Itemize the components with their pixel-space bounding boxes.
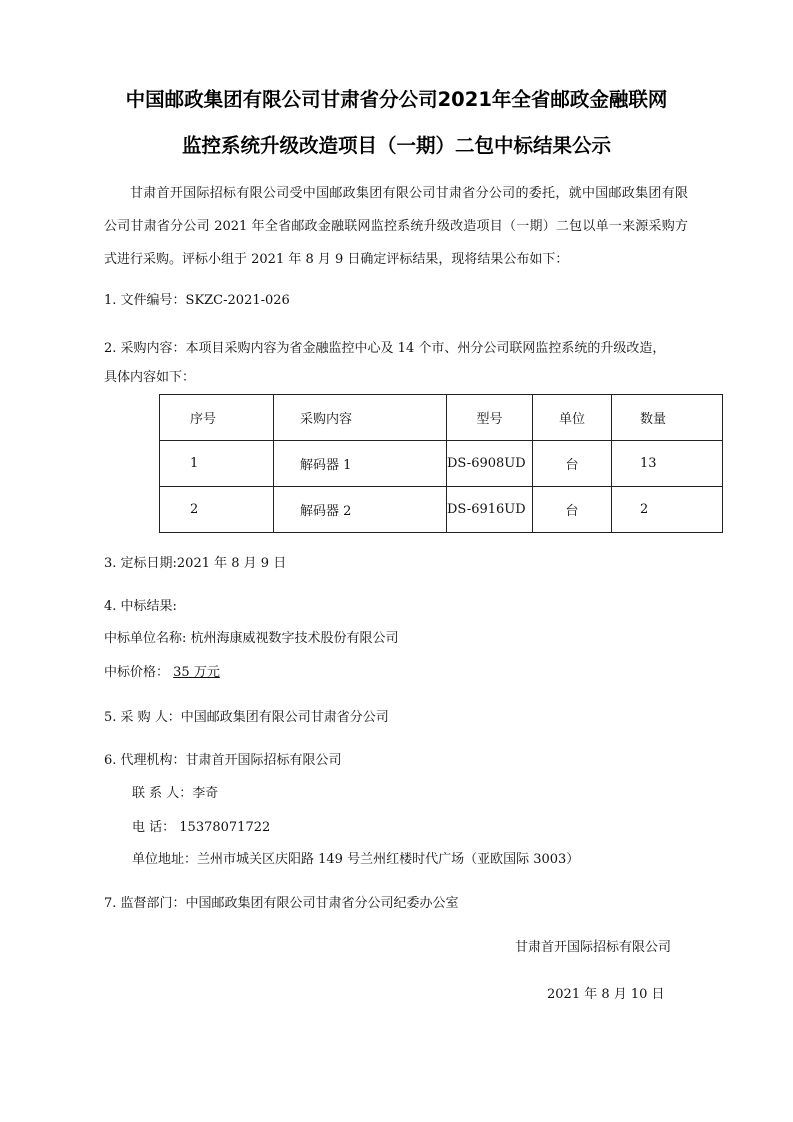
table-header-row: [160, 395, 723, 441]
cell-unit: 台: [533, 441, 612, 487]
cell-item: 解码器 2: [274, 487, 447, 533]
cell-index: 2: [160, 487, 274, 533]
result-heading: 4. 中标结果:: [104, 599, 177, 614]
winner-label: 中标单位名称:: [104, 631, 187, 646]
intro-paragraph: 甘肃首开国际招标有限公司受中国邮政集团有限公司甘肃省分公司的委托，就中国邮政集团有限公司甘肃省分公司 2021 年全省邮政金融联网监控系统升级改造项目（一期）二包以单一来源采购方式进行采购。评标小组于 2021 年 8 月 9 日确定评标结果，现将结果公布如下：: [104, 186, 688, 267]
purchase-content-line-2: 具体内容如下：: [104, 370, 196, 385]
cell-unit: 台: [533, 487, 612, 533]
purchase-table: [159, 394, 723, 533]
price-label: 中标价格：: [104, 665, 170, 680]
agency-address: 单位地址：兰州市城关区庆阳路 149 号兰州红楼时代广场（亚欧国际 3003）: [132, 852, 580, 867]
cell-item: 解码器 1: [274, 441, 447, 487]
page-title-line-2: 监控系统升级改造项目（一期）二包中标结果公示: [181, 134, 611, 157]
phone-number: 15378071722: [179, 820, 271, 835]
winner-line: [104, 630, 399, 648]
document-number: 1. 文件编号：SKZC-2021-026: [104, 293, 290, 308]
table-row: [160, 441, 723, 487]
phone-line: [132, 819, 270, 837]
signature-company: 甘肃首开国际招标有限公司: [515, 940, 672, 955]
table-row: [160, 487, 723, 533]
header-index: 序号: [160, 395, 274, 441]
cell-model: DS-6908UD: [447, 441, 533, 487]
price-line: [104, 664, 220, 682]
cell-quantity: 2: [612, 487, 723, 533]
purchaser: 5. 采 购 人：中国邮政集团有限公司甘肃省分公司: [104, 710, 389, 725]
header-quantity: 数量: [612, 395, 723, 441]
purchase-content-line-1: 2. 采购内容：本项目采购内容为省金融监控中心及 14 个市、州分公司联网监控系统的升级改造，: [104, 341, 666, 356]
cell-quantity: 13: [612, 441, 723, 487]
contact-person: 联 系 人：李奇: [132, 786, 219, 801]
cell-index: 1: [160, 441, 274, 487]
header-model: 型号: [447, 395, 533, 441]
award-date: 3. 定标日期:2021 年 8 月 9 日: [104, 556, 287, 571]
agency-heading: 6. 代理机构：甘肃首开国际招标有限公司: [104, 753, 342, 768]
supervision-department: 7. 监督部门：中国邮政集团有限公司甘肃省分公司纪委办公室: [104, 896, 459, 911]
header-item: 采购内容: [274, 395, 447, 441]
price-value: 35 万元: [173, 665, 220, 680]
signature-date: 2021 年 8 月 10 日: [547, 987, 665, 1002]
phone-label: 电 话：: [132, 820, 176, 835]
winner-name: 杭州海康威视数字技术股份有限公司: [190, 631, 399, 646]
header-unit: 单位: [533, 395, 612, 441]
cell-model: DS-6916UD: [447, 487, 533, 533]
page-title-line-1: 中国邮政集团有限公司甘肃省分公司2021年全省邮政金融联网: [125, 88, 668, 111]
